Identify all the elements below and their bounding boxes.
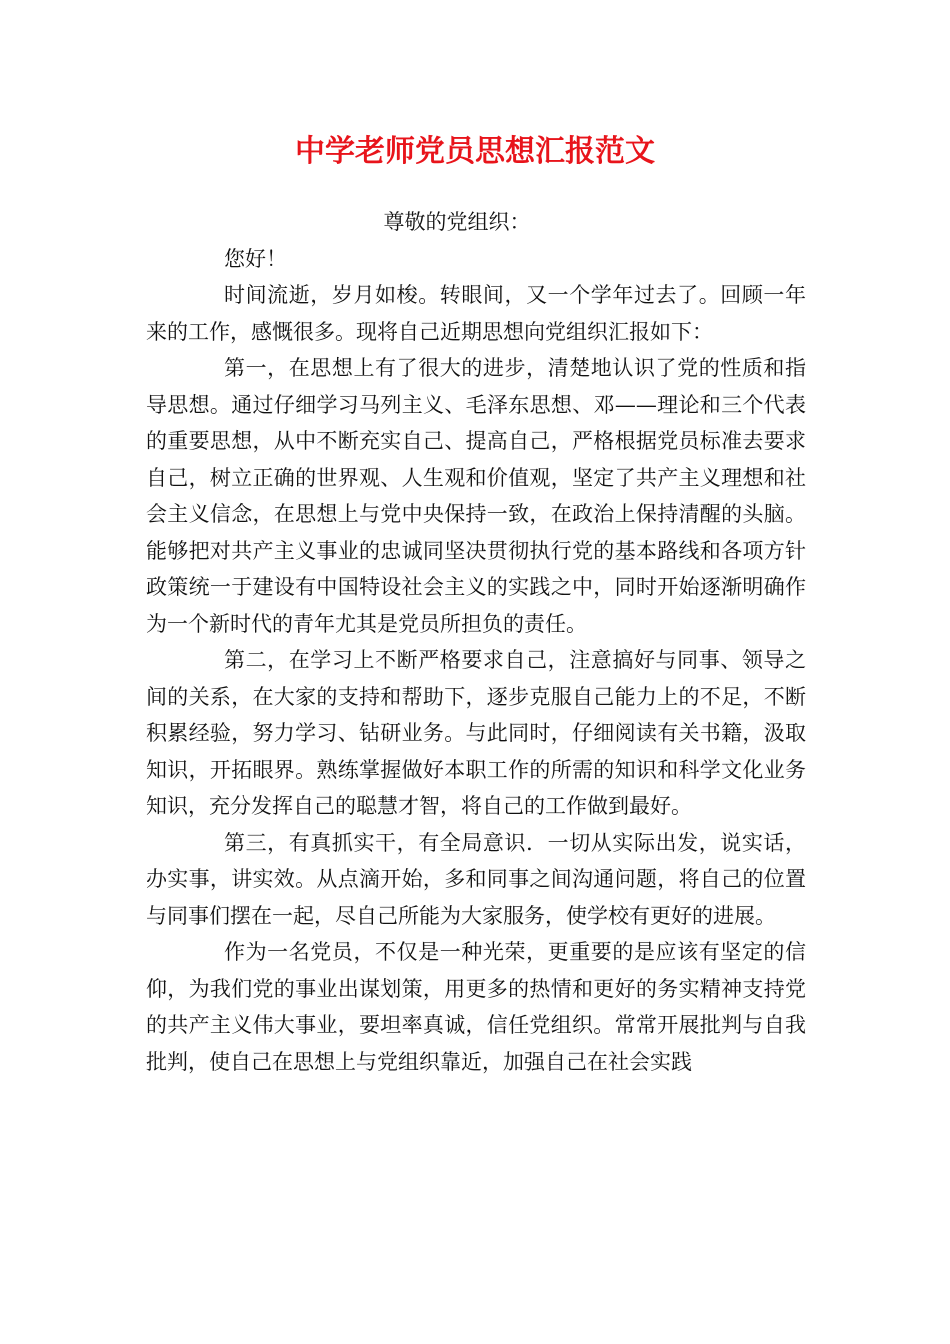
paragraph-intro: 时间流逝，岁月如梭。转眼间，又一个学年过去了。回顾一年来的工作，感慨很多。现将自己近期思想向党组织汇报如下： [146,283,806,344]
paragraph-third: 第三，有真抓实干，有全局意识．一切从实际出发，说实话，办实事，讲实效。从点滴开始，多和同事之间沟通问题，将自己的位置与同事们摆在一起，尽自己所能为大家服务，使学校有更好的进展。 [146,830,806,928]
greeting: 您好！ [224,246,287,271]
paragraph-fourth: 作为一名党员，不仅是一种光荣，更重要的是应该有坚定的信仰，为我们党的事业出谋划策，用更多的热情和更好的务实精神支持党的共产主义伟大事业，要坦率真诚，信任党组织。常常开展批判与自我批判，使自己在思想上与党组织靠近，加强自己在社会实践 [146,940,806,1074]
paragraph-first: 第一，在思想上有了很大的进步，清楚地认识了党的性质和指导思想。通过仔细学习马列主义、毛泽东思想、邓——理论和三个代表的重要思想，从中不断充实自己、提高自己，严格根据党员标准去要求自己，树立正确的世界观、人生观和价值观，坚定了共产主义理想和社会主义信念，在思想上与党中央保持一致，在政治上保持清醒的头脑。能够把对共产主义事业的忠诚同坚决贯彻执行党的基本路线和各项方针政策统一于建设有中国特设社会主义的实践之中，同时开始逐渐明确作为一个新时代的青年尤其是党员所担负的责任。 [146,356,806,636]
page-title: 中学老师党员思想汇报范文 [295,134,655,169]
document-body [146,204,806,1080]
salutation: 尊敬的党组织： [383,210,531,234]
paragraph-second: 第二，在学习上不断严格要求自己，注意搞好与同事、领导之间的关系，在大家的支持和帮助下，逐步克服自己能力上的不足，不断积累经验，努力学习、钻研业务。与此同时，仔细阅读有关书籍，汲取知识，开拓眼界。熟练掌握做好本职工作的所需的知识和科学文化业务知识，充分发挥自己的聪慧才智，将自己的工作做到最好。 [146,648,806,818]
